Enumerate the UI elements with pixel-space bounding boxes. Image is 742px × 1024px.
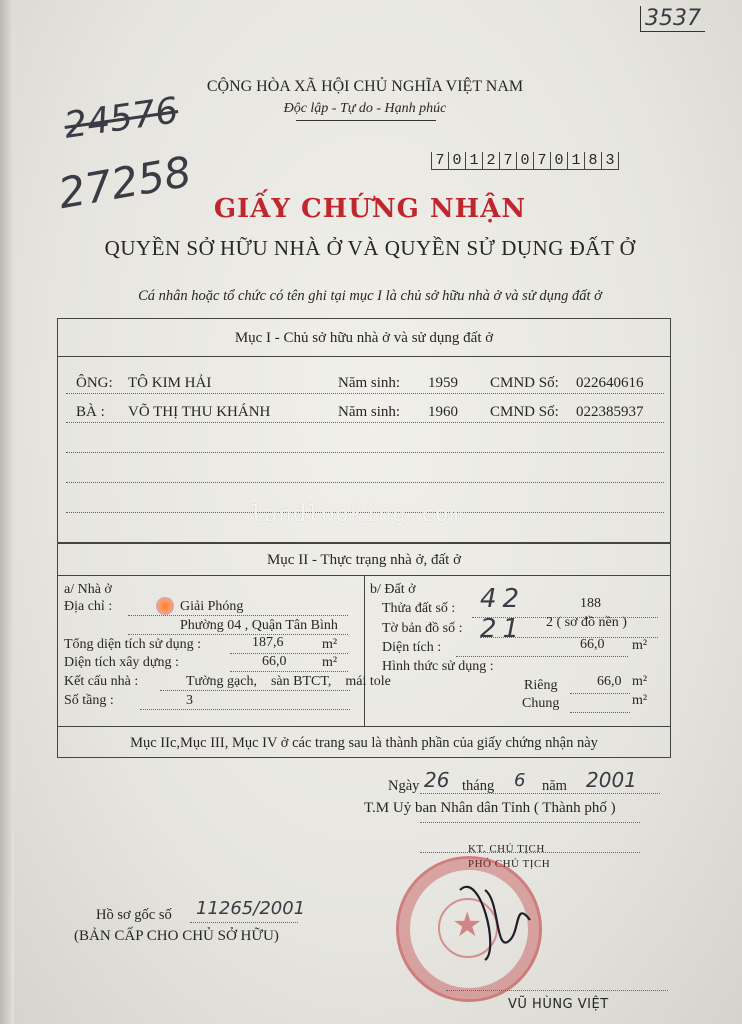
land-area-dots	[456, 656, 628, 657]
serial-digit: 0	[550, 152, 567, 170]
total-area-label: Tổng diện tích sử dụng :	[64, 637, 202, 652]
floors-dots	[140, 709, 350, 710]
land-heading: b/ Đất ở	[370, 582, 416, 597]
serial-digit: 7	[499, 152, 516, 170]
role1-label: KT. CHỦ TỊCH	[468, 843, 545, 855]
private-label: Riêng	[524, 678, 558, 693]
build-area-dots	[230, 671, 348, 672]
file-number: 11265/2001	[196, 898, 306, 919]
shared-label: Chung	[522, 696, 560, 711]
section2-heading: Mục II - Thực trạng nhà ở, đất ở	[266, 552, 462, 568]
owner2-id-label: CMND Số:	[490, 404, 559, 420]
owner2-line	[66, 422, 664, 423]
land-area-unit: m²	[632, 638, 648, 653]
owner1-name: TÔ KIM HẢI	[128, 375, 212, 391]
structure-dots	[160, 690, 350, 691]
seal-star-icon: ★	[452, 907, 483, 944]
structure-label: Kết cấu nhà :	[64, 674, 139, 689]
motto-underline	[296, 120, 436, 121]
blank-line-2	[66, 482, 664, 483]
owner2-birth: 1960	[428, 404, 458, 420]
intro-text: Cá nhân hoặc tổ chức có tên ghi tại mục I là chủ sở hữu nhà ở và sử dụng đất ở	[138, 288, 602, 304]
handwritten-number: 27258	[54, 146, 195, 219]
private-unit: m²	[632, 674, 648, 689]
owner1-id: 022640616	[576, 375, 644, 391]
motto: Độc lập - Tự do - Hạnh phúc	[283, 101, 447, 116]
day-label: Ngày	[388, 778, 420, 794]
private-value: 66,0	[597, 674, 622, 689]
build-area-label: Diện tích xây dựng :	[64, 655, 179, 670]
serial-digit: 0	[448, 152, 465, 170]
committee-dots-1	[420, 822, 640, 823]
owner1-line	[66, 393, 664, 394]
serial-digit: 7	[431, 152, 448, 170]
owner2-id: 022385937	[576, 404, 644, 420]
page-edge	[0, 0, 14, 1024]
watermark: landlooking.com	[250, 502, 464, 527]
plot-label: Thửa đất số :	[382, 601, 456, 616]
total-area-unit: m²	[322, 637, 338, 652]
plot-value: 188	[580, 596, 601, 611]
serial-digit: 7	[533, 152, 550, 170]
owner2-prefix: BÀ :	[76, 404, 105, 420]
date-dots	[420, 793, 660, 794]
floors-value: 3	[186, 693, 193, 708]
private-dots	[570, 693, 630, 694]
usage-label: Hình thức sử dụng :	[382, 659, 494, 674]
committee-dots-2	[420, 852, 640, 853]
plot-handwritten: 42	[480, 584, 526, 614]
certificate-title: GIẤY CHỨNG NHẬN	[213, 194, 527, 224]
house-address-line2: Phường 04 , Quận Tân Bình	[180, 618, 338, 633]
owner2-name: VÕ THỊ THU KHÁNH	[128, 404, 271, 420]
structure-value: Tường gạch, sàn BTCT, mái tole	[186, 674, 391, 689]
owner2-birth-label: Năm sinh:	[338, 404, 401, 420]
file-label: Hồ sơ gốc số	[96, 907, 172, 923]
house-address-label: Địa chỉ :	[64, 599, 113, 614]
month-value: 6	[514, 770, 526, 791]
file-dots	[190, 922, 298, 923]
serial-digit: 3	[601, 152, 619, 170]
house-heading: a/ Nhà ở	[64, 582, 112, 597]
section1-heading: Mục I - Chủ sở hữu nhà ở và sử dụng đất ở	[234, 330, 494, 346]
shared-unit: m²	[632, 693, 648, 708]
serial-digit: 1	[465, 152, 482, 170]
build-area-unit: m²	[322, 655, 338, 670]
address-line2-dots	[128, 634, 348, 635]
section2-footer-divider	[58, 726, 670, 727]
house-address-line1: Giải Phóng	[180, 599, 244, 614]
section2-footnote: Mục IIc,Mục III, Mục IV ở các trang sau là thành phần của giấy chứng nhận này	[130, 735, 598, 751]
land-area-value: 66,0	[580, 637, 605, 652]
redaction-blur	[156, 597, 174, 615]
map-handwritten: 21	[480, 614, 526, 644]
serial-digit: 2	[482, 152, 499, 170]
owner1-birth: 1959	[428, 375, 458, 391]
serial-digit: 0	[516, 152, 533, 170]
year-label: năm	[542, 778, 567, 794]
floors-label: Số tầng :	[64, 693, 114, 708]
year-value: 2001	[586, 768, 637, 792]
crossed-number: 24576	[61, 90, 181, 147]
signer-line	[446, 990, 668, 991]
total-area-dots	[230, 653, 348, 654]
build-area-value: 66,0	[262, 654, 287, 669]
land-area-label: Diện tích :	[382, 640, 442, 655]
day-value: 26	[424, 768, 450, 792]
owner1-id-label: CMND Số:	[490, 375, 559, 391]
owner1-prefix: ÔNG:	[76, 375, 113, 391]
shared-dots	[570, 712, 630, 713]
copy-note: (BẢN CẤP CHO CHỦ SỞ HỮU)	[74, 928, 279, 944]
certificate-subtitle: QUYỀN SỞ HỮU NHÀ Ở VÀ QUYỀN SỬ DỤNG ĐẤT Ở	[104, 236, 636, 260]
blank-line-1	[66, 452, 664, 453]
signature-icon	[440, 860, 540, 970]
committee-label: T.M Uỷ ban Nhân dân Tỉnh ( Thành phố )	[364, 800, 616, 816]
national-title: CỘNG HÒA XÃ HỘI CHỦ NGHĨA VIỆT NAM	[206, 78, 524, 95]
serial-digit: 8	[584, 152, 601, 170]
role2-label: PHÓ CHỦ TỊCH	[468, 858, 551, 870]
serial-digit: 1	[567, 152, 584, 170]
map-value: 2 ( sơ đồ nền )	[546, 615, 627, 630]
section1-divider	[58, 356, 670, 357]
signer-name: VŨ HÙNG VIỆT	[508, 997, 609, 1012]
owner1-birth-label: Năm sinh:	[338, 375, 401, 391]
address-line1-dots	[128, 615, 348, 616]
total-area-value: 187,6	[252, 635, 284, 650]
section2-column-divider	[364, 576, 365, 726]
corner-number: 3537	[640, 6, 705, 32]
map-label: Tờ bản đồ số :	[382, 621, 463, 636]
serial-number	[431, 152, 619, 170]
month-label: tháng	[462, 778, 495, 794]
